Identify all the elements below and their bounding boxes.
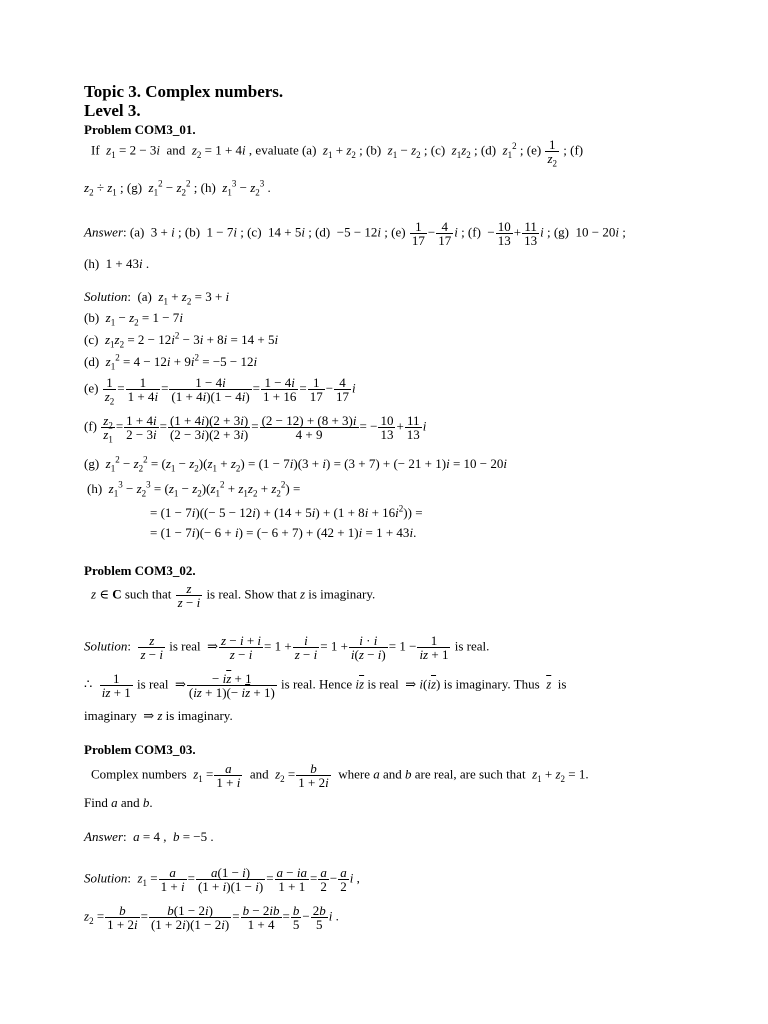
- p3-solution-line-1: Solution: $z_1$ = $\frac{a}{1 + i}$ = $\frac{a(1 - i)}{(1 + i)(1 - i)}$ = $\frac{a - ia}{1 + 1}$ = $\frac{a}{2}$ − $\frac{a}{2}$ i ,: [84, 865, 360, 894]
- p3-heading: Problem COM3_03.: [84, 742, 196, 757]
- p1-solution-h-line-1: (h) $z_1^3 - z_2^3 = (z_1 - z_2)(z_1^2 + z_1z_2 + z_2^2)$ =: [87, 479, 301, 499]
- p1-heading: Problem COM3_01.: [84, 122, 196, 137]
- p3-statement-line-2: Find a and b.: [84, 795, 153, 810]
- p2-solution-line-3: imaginary ⇒ z is imaginary.: [84, 708, 233, 723]
- p1-solution-d: (d) $z_1^2 = 4 - 12i + 9i^2 = -5 - 12i$: [84, 352, 258, 372]
- p1-solution-f: (f) $\frac{z_2}{z_1}$ = $\frac{1 + 4i}{2 - 3i}$ = $\frac{(1 + 4i)(2 + 3i)}{(2 - 3i)(2 + 3i)}$ = $\frac{(2 - 12) + (8 + 3)i}{4 + 9}$ = − $\frac{10}{13}$ + $\frac{11}{13}$ i: [84, 413, 427, 445]
- p1-answer-line-1: Answer: (a) 3 + i ; (b) 1 − 7i ; (c) 14 + 5i ; (d) −5 − 12i ; (e) $\frac{1}{17}$ − $\frac{4}{17}$ i ; (f) − $\frac{10}{13}$ + $\frac{11}{13}$ i ; (g) 10 − 20i ;: [84, 219, 626, 248]
- p1-solution-h-line-2: = $(1 - 7i)((- 5 - 12i) + (14 + 5i) + (1 + 8i + 16i^2))$ =: [150, 503, 423, 520]
- p2-heading: Problem COM3_02.: [84, 563, 196, 578]
- p1-solution-g: (g) $z_1^2 - z_2^2 = (z_1 - z_2)(z_1 + z_2) = (1 - 7i)(3 + i) = (3 + 7)$ + (− 21 + 1)i = 10 − 20i: [84, 454, 507, 474]
- p3-statement-line-1: Complex numbers $z_1$ = $\frac{a}{1 + i}$ and $z_2$ = $\frac{b}{1 + 2i}$ where a and b are real, are such that $z_1 + z_2 = 1$.: [91, 761, 589, 790]
- bind-p1-statement-1: [0, 0, 1, 1]
- p1-answer-line-2: (h) 1 + 43i .: [84, 256, 150, 271]
- p3-solution-line-2: $z_2$ = $\frac{b}{1 + 2i}$ = $\frac{b(1 - 2i)}{(1 + 2i)(1 - 2i)}$ = $\frac{b - 2ib}{1 + 4}$ = $\frac{b}{5}$ − $\frac{2b}{5}$ i .: [84, 903, 339, 932]
- p1-solution-h-line-3: = (1 − 7i)(− 6 + i) = (− 6 + 7) + (42 + 1)i = 1 + 43i.: [150, 525, 417, 540]
- p1-solution-c: (c) $z_1z_2 = 2 - 12i^2 - 3i + 8i = 14 + 5i$: [84, 330, 279, 350]
- p1-statement-line-1: If $z_1 = 2 - 3i$ and $z_2 = 1 + 4i$ , evaluate (a) $z_1 + z_2$ ; (b) $z_1 - z_2$ ; (c) $z_1z_2$ ; (d) $z_1^2$ ; (e) $\frac{1}{z_2}$ ; (f): [91, 137, 584, 169]
- p3-answer: Answer: a = 4 , b = −5 .: [84, 829, 214, 844]
- p2-statement: z ∈ C such that $\frac{z}{z - i}$ is real. Show that z is imaginary.: [91, 581, 376, 610]
- p1-statement-line-2: $z_2 \div z_1$ ; (g) $z_1^2 - z_2^2$ ; (h) $z_1^3 - z_2^3$ .: [84, 178, 271, 198]
- topic-title: Topic 3. Complex numbers.: [84, 82, 284, 101]
- p2-solution-line-2: ∴ $\frac{1}{iz + 1}$ is real ⇒ $\frac{- i\overline{z} + 1}{(iz + 1)(- i\overline{z} + 1)}$ is real. Hence $i\overline{z}$ is real ⇒ $i(i\overline{z})$ is imaginary. Thus $\overline{z}$ is: [84, 671, 567, 700]
- p1-solution-e: (e) $\frac{1}{z_2}$ = $\frac{1}{1 + 4i}$ = $\frac{1 - 4i}{(1 + 4i)(1 - 4i)}$ = $\frac{1 - 4i}{1 + 16}$ = $\frac{1}{17}$ − $\frac{4}{17}$ i: [84, 375, 356, 407]
- p1-solution-b: (b) $z_1 - z_2 = 1 - 7i$: [84, 310, 183, 328]
- p1-solution-a: Solution: (a) $z_1 + z_2 = 3 + i$: [84, 289, 230, 307]
- p2-solution-line-1: Solution: $\frac{z}{z - i}$ is real ⇒ $\frac{z - i + i}{z - i}$ = 1 + $\frac{i}{z - i}$ = 1 + $\frac{i \cdot i}{i(z - i)}$ = 1 − $\frac{1}{iz + 1}$ is real.: [84, 633, 490, 662]
- level-title: Level 3.: [84, 101, 141, 120]
